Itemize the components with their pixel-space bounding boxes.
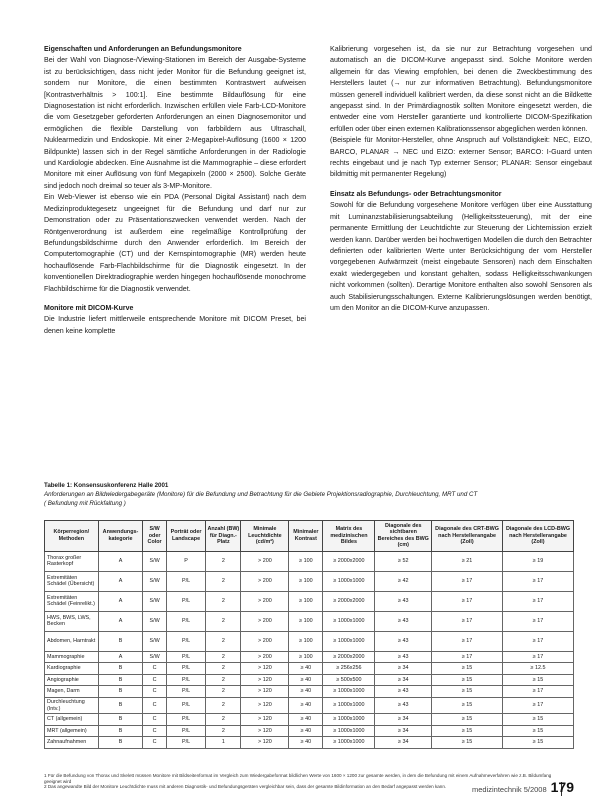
table-row — [45, 725, 574, 737]
table-row — [45, 551, 574, 571]
column-header: Porträt oder Landscape — [166, 521, 205, 552]
table-cell: 2 — [206, 686, 241, 698]
table-cell: ≥ 52 — [375, 551, 432, 571]
left-column — [44, 44, 306, 337]
table-cell: B — [98, 725, 143, 737]
table-cell: ≥ 34 — [375, 714, 432, 726]
table-cell: ≥ 15 — [432, 686, 503, 698]
table-title: Tabelle 1: Konsensuskonferenz Halle 2001 — [44, 482, 169, 489]
table-row — [45, 737, 574, 749]
table-cell: P/L — [166, 737, 205, 749]
table-cell: 2 — [206, 571, 241, 591]
row-label: Thorax großer Rasterkopf — [45, 551, 99, 571]
page-number: 179 — [550, 779, 574, 795]
table-cell: ≥ 17 — [432, 591, 503, 611]
table-cell: S/W — [143, 651, 166, 663]
row-label: Extremitäten Schädel (Übersicht) — [45, 571, 99, 591]
table-cell: > 120 — [241, 697, 289, 714]
row-label: Zahnaufnahmen — [45, 737, 99, 749]
table-cell: ≥ 43 — [375, 697, 432, 714]
table-cell: P/L — [166, 611, 205, 631]
column-header: Anzahl (BW) für Diagn.-Platz — [206, 521, 241, 552]
row-label: CT (allgemein) — [45, 714, 99, 726]
table-cell: ≥ 17 — [502, 697, 573, 714]
table-cell: ≥ 1000x1000 — [323, 571, 375, 591]
table-cell: 2 — [206, 674, 241, 686]
column-header: Diagonale des CRT-BWG nach Herstellerangabe (Zoll) — [432, 521, 503, 552]
table-cell: > 200 — [241, 551, 289, 571]
table-row — [45, 591, 574, 611]
table-row — [45, 611, 574, 631]
table-cell: ≥ 2000x2000 — [323, 651, 375, 663]
table-cell: > 120 — [241, 714, 289, 726]
table-cell: C — [143, 697, 166, 714]
table-cell: ≥ 43 — [375, 686, 432, 698]
table-subtitle: Anforderungen an Bildwiedergabegeräte (Monitore) für die Befundung und Betrachtung für die Gebiete Projektionsradiographie, Durchleuchtung, MRT und CT — [44, 491, 478, 498]
table-cell: ≥ 1000x1000 — [323, 725, 375, 737]
table-cell: ≥ 1000x1000 — [323, 686, 375, 698]
table-cell: P/L — [166, 591, 205, 611]
table-cell: ≥ 15 — [502, 714, 573, 726]
footnote: 1 Für die Befundung von Thorax und Skelett müssen Monitore mit Bildseitenformat im Vergleich zum Wiedergabeformat bildlichen Werte von 1600 × 1200 zur gesamte werden, in dem die Befundung mit einem Aufnahmeverfahren wie z.B. Bildumfang geeignet wird — [44, 773, 552, 784]
table-cell: ≥ 100 — [289, 551, 323, 571]
table-cell: ≥ 1000x1000 — [323, 737, 375, 749]
table-cell: ≥ 34 — [375, 737, 432, 749]
table-cell: ≥ 40 — [289, 697, 323, 714]
body-paragraph: Ein Web-Viewer ist ebenso wie ein PDA (Personal Digital Assistant) nach dem Medizinproduktegesetz ungeeignet für die Befundung und darf nur zur Demonstration oder zu Präsentationszwecken verwendet werden. Nach der Röntgenverordnung ist außerdem eine regelmäßige Kontrollprüfung der Befundungsbildschirme durch den Anwender erforderlich. Im Bereich der Computertomographie (CT) und der Kernspintomographie (MR) werden heute hochauflösende Farb-Flachbildschirme für die Diagnostik eingesetzt. In der konventionellen Direktradiographie werden hingegen hochauflösende monochrome Flachbildschirme für die Diagnostik verwendet. — [44, 193, 306, 293]
table-row — [45, 686, 574, 698]
section-heading: Eigenschaften und Anforderungen an Befundungsmonitore — [44, 46, 242, 53]
table-cell: 2 — [206, 591, 241, 611]
footnote: 2 Das angewandte Bild der Monitore Leuchtdichte muss mit anderen Diagnostik- und Befundungsgeräten vergleichbar sein, dass der gesamte Bildinformation an den Bedarf angepasst werden kann. — [44, 784, 447, 790]
table-cell: P/L — [166, 631, 205, 651]
table-cell: C — [143, 674, 166, 686]
table-cell: ≥ 17 — [432, 571, 503, 591]
row-label: Angiographie — [45, 674, 99, 686]
body-paragraph: (Beispiele für Monitor-Hersteller, ohne Anspruch auf Vollständigkeit: NEC, EIZO, BARCO, PLANAR → NEC und EIZO: externer Sensor; BARCO: I-Guard unten rechts eingebaut und je nach Typ externer Sensor; PLANAR: Sensor eingebaut bildmittig mit permanenter Regelung) — [330, 136, 592, 179]
table-cell: 2 — [206, 714, 241, 726]
table-header-row — [45, 521, 574, 552]
table-cell: ≥ 43 — [375, 631, 432, 651]
table-cell: 2 — [206, 697, 241, 714]
table-cell: ≥ 43 — [375, 611, 432, 631]
table-cell: S/W — [143, 611, 166, 631]
table-cell: ≥ 15 — [432, 725, 503, 737]
magazine-name: medizintechnik 5/2008 — [472, 785, 547, 794]
table-cell: S/W — [143, 571, 166, 591]
table-cell: 2 — [206, 551, 241, 571]
column-header: S/W oder Color — [143, 521, 166, 552]
table-cell: P/L — [166, 697, 205, 714]
table-cell: ≥ 40 — [289, 686, 323, 698]
table-cell: C — [143, 663, 166, 675]
table-cell: ≥ 15 — [432, 714, 503, 726]
row-label: Kardiographie — [45, 663, 99, 675]
table-row — [45, 651, 574, 663]
table-cell: S/W — [143, 551, 166, 571]
table-cell: > 200 — [241, 631, 289, 651]
table-cell: ≥ 15 — [432, 674, 503, 686]
table-cell: ≥ 2000x2000 — [323, 591, 375, 611]
table-cell: ≥ 43 — [375, 591, 432, 611]
table-cell: P/L — [166, 674, 205, 686]
table-cell: C — [143, 737, 166, 749]
table-cell: S/W — [143, 591, 166, 611]
table-cell: ≥ 15 — [432, 663, 503, 675]
row-label: MRT (allgemein) — [45, 725, 99, 737]
table-cell: > 200 — [241, 571, 289, 591]
table-subtitle-note: ( Befundung mit Rückfaltung ) — [44, 500, 126, 507]
table-cell: ≥ 17 — [432, 651, 503, 663]
table-cell: ≥ 100 — [289, 631, 323, 651]
table-cell: 1 — [206, 737, 241, 749]
table-cell: ≥ 17 — [432, 631, 503, 651]
table-row — [45, 663, 574, 675]
table-cell: S/W — [143, 631, 166, 651]
row-label: Durchleuchtung (Intv.) — [45, 697, 99, 714]
table-cell: ≥ 40 — [289, 737, 323, 749]
table-cell: ≥ 1000x1000 — [323, 697, 375, 714]
table-cell: > 120 — [241, 725, 289, 737]
table-cell: B — [98, 737, 143, 749]
column-header: Anwendungs-kategorie — [98, 521, 143, 552]
table-cell: P/L — [166, 663, 205, 675]
table-cell: P/L — [166, 725, 205, 737]
table-cell: > 120 — [241, 737, 289, 749]
body-paragraph: Kalibrierung vorgesehen ist, da sie nur zur Betrachtung vorgesehen und automatisch an die DICOM-Kurve angepasst sind. Solche Monitore werden allgemein für das Viewing empfohlen, bei denen die Zweckbestimmung des Herstellers lautet (→ nur zur informativen Betrachtung). Befundungsmonitore müssen generell individuell kalibriert werden, da diese sonst nicht an die Bildkette angepasst sind. In der Primärdiagnostik sollten Monitore eingesetzt werden, die entweder eine vom Hersteller garantierte und kontrollierte DICOM-Spezifikation erfüllen oder über einen externen Kalibrationssensor abgeglichen werden können. — [330, 45, 592, 133]
table-cell: C — [143, 714, 166, 726]
section-heading: Einsatz als Befundungs- oder Betrachtungsmonitor — [330, 190, 502, 198]
table-cell: A — [98, 591, 143, 611]
table-cell: ≥ 500x500 — [323, 674, 375, 686]
table-cell: 2 — [206, 651, 241, 663]
table-cell: B — [98, 674, 143, 686]
table-cell: > 120 — [241, 674, 289, 686]
table-cell: ≥ 34 — [375, 663, 432, 675]
table-row — [45, 697, 574, 714]
table-cell: P — [166, 551, 205, 571]
table-cell: ≥ 17 — [502, 631, 573, 651]
table-cell: C — [143, 725, 166, 737]
table-row — [45, 674, 574, 686]
table-cell: ≥ 1000x1000 — [323, 631, 375, 651]
table-cell: A — [98, 611, 143, 631]
table-cell: 2 — [206, 631, 241, 651]
table-cell: ≥ 17 — [502, 686, 573, 698]
table-cell: ≥ 256x256 — [323, 663, 375, 675]
row-label: Mammographie — [45, 651, 99, 663]
table-cell: ≥ 21 — [432, 551, 503, 571]
row-label: Abdomen, Harntrakt — [45, 631, 99, 651]
table-cell: ≥ 40 — [289, 663, 323, 675]
table-cell: ≥ 42 — [375, 571, 432, 591]
table-cell: P/L — [166, 571, 205, 591]
requirements-table — [44, 520, 574, 749]
table-cell: P/L — [166, 686, 205, 698]
row-label: HWS, BWS, LWS, Becken — [45, 611, 99, 631]
table-cell: ≥ 100 — [289, 611, 323, 631]
table-cell: ≥ 40 — [289, 725, 323, 737]
table-cell: ≥ 19 — [502, 551, 573, 571]
page-footer — [472, 779, 574, 795]
table-cell: ≥ 15 — [432, 737, 503, 749]
table-cell: ≥ 34 — [375, 725, 432, 737]
table-cell: ≥ 17 — [502, 571, 573, 591]
table-cell: B — [98, 686, 143, 698]
table-cell: ≥ 15 — [502, 674, 573, 686]
table-cell: A — [98, 571, 143, 591]
table-cell: 2 — [206, 725, 241, 737]
body-paragraph: Die Industrie liefert mittlerweile entsprechende Monitore mit DICOM Preset, bei denen keine komplette — [44, 315, 306, 335]
table-cell: B — [98, 663, 143, 675]
column-header: Diagonale des sichtbaren Bereiches des BWG (cm) — [375, 521, 432, 552]
table-cell: 2 — [206, 663, 241, 675]
table-cell: ≥ 15 — [502, 737, 573, 749]
table-cell: B — [98, 697, 143, 714]
body-paragraph: Sowohl für die Befundung vorgesehene Monitore verfügen über eine Ausstattung mit Luminanzstabilisierungsabteilung (Helligkeitssteuerung), mit der eine permanente Ermittlung der Leuchtdichte zur Steuerung der Lichtemission erzielt werden kann. Darüber werden bei hochwertigen Modellen die durch den Betrachter definierten oder kalibrierten Werte unter Berücksichtigung der vom Hersteller vorgegebenen Aufwärmzeit (meist eingebaute Sensoren) nach dem Einschalten exakt wiedergegeben und konstant gehalten, sodass Helligkeitsschwankungen nicht vorkommen (sollten). Derartige Monitore enthalten also sowohl Sensoren als auch Stabilisierungsschaltungen. Externe Kalibrierungslösungen werden benötigt, um den Monitor an die DICOM-Kurve anzupassen. — [330, 201, 592, 312]
table-cell: > 200 — [241, 611, 289, 631]
table-row — [45, 631, 574, 651]
table-cell: ≥ 100 — [289, 571, 323, 591]
body-paragraph: Bei der Wahl von Diagnose-/Viewing-Stationen im Bereich der Ausgabe-Systeme ist zu berücksichtigen, dass nicht jeder Monitor für die Befundung geeignet ist, sondern nur Monitore, die einen bestimmten Kontrastwert aufweisen [Kontrastverhältnis > 100:1]. Eine bestimmte Bildauflösung für eine Diagnosestation ist nicht erforderlich. Inzwischen erfüllen viele Farb-LCD-Monitore die vom Gesetzgeber geforderten Anforderungen an einen Diagnosemonitor und ermöglichen die flexible Darstellung von farbbildern aus Ultraschall, Nuklearmedizin und Endoskopie. Mit einer 2-Megapixel-Auflösung (1600 × 1200 Bildpunkte) lassen sich in der Regel sämtliche Anforderungen in der Radiologie und Kardiologie abdecken. Eine Ausnahme ist die Mammographie – diese erfordert Monitore mit einer Auflösung von fünf Megapixeln (2000 × 2500). Solche Geräte sind jedoch noch dreimal so teuer als 3-MP-Monitore. — [44, 56, 306, 190]
table-cell: ≥ 1000x1000 — [323, 611, 375, 631]
table-cell: ≥ 15 — [502, 725, 573, 737]
table-cell: P/L — [166, 651, 205, 663]
table-caption — [44, 481, 574, 508]
column-header: Diagonale des LCD-BWG nach Herstellerangabe (Zoll) — [502, 521, 573, 552]
column-header: Minimaler Kontrast — [289, 521, 323, 552]
table-cell: ≥ 15 — [432, 697, 503, 714]
row-label: Magen, Darm — [45, 686, 99, 698]
column-header: Körperregion/ Methoden — [45, 521, 99, 552]
right-column — [330, 44, 592, 314]
table-row — [45, 714, 574, 726]
table-cell: 2 — [206, 611, 241, 631]
table-cell: ≥ 12.5 — [502, 663, 573, 675]
row-label: Extremitäten Schädel (Feinrelikt.) — [45, 591, 99, 611]
table-cell: ≥ 17 — [502, 651, 573, 663]
table-cell: > 200 — [241, 651, 289, 663]
table-cell: A — [98, 651, 143, 663]
table-cell: ≥ 40 — [289, 674, 323, 686]
table-cell: ≥ 17 — [432, 611, 503, 631]
section-heading: Monitore mit DICOM-Kurve — [44, 304, 134, 312]
table-cell: ≥ 17 — [502, 611, 573, 631]
table-cell: > 120 — [241, 686, 289, 698]
column-header: Minimale Leuchtdichte (cd/m²) — [241, 521, 289, 552]
table-cell: ≥ 34 — [375, 674, 432, 686]
table-cell: B — [98, 714, 143, 726]
table-cell: > 120 — [241, 663, 289, 675]
table-cell: ≥ 17 — [502, 591, 573, 611]
table-cell: > 200 — [241, 591, 289, 611]
table-row — [45, 571, 574, 591]
table-cell: C — [143, 686, 166, 698]
table-cell: ≥ 43 — [375, 651, 432, 663]
table-cell: ≥ 100 — [289, 651, 323, 663]
table-cell: P/L — [166, 714, 205, 726]
table-cell: ≥ 40 — [289, 714, 323, 726]
table-cell: ≥ 2000x2000 — [323, 551, 375, 571]
table-cell: A — [98, 551, 143, 571]
table-cell: ≥ 1000x1000 — [323, 714, 375, 726]
table-cell: B — [98, 631, 143, 651]
column-header: Matrix des medizinischen Bildes — [323, 521, 375, 552]
table-cell: ≥ 100 — [289, 591, 323, 611]
